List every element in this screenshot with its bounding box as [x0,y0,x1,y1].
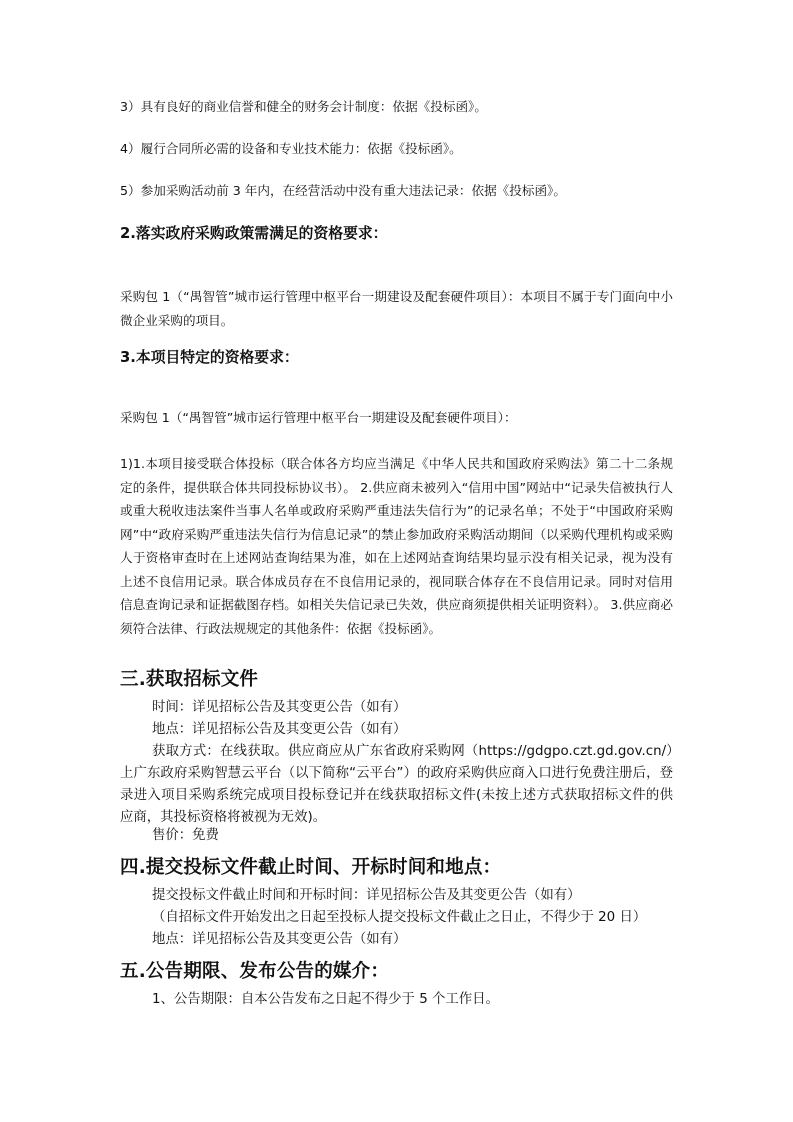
section4-heading: 四.提交投标文件截止时间、开标时间和地点： [120,857,502,878]
section3-place: 地点：详见招标公告及其变更公告（如有） [152,722,407,737]
section4-place: 地点：详见招标公告及其变更公告（如有） [152,932,407,947]
qualification-item-5: 5）参加采购活动前 3 年内，在经营活动中没有重大违法记录：依据《投标函》。 [120,183,566,198]
qualification-item-3: 3）具有良好的商业信誉和健全的财务会计制度：依据《投标函》。 [120,99,487,114]
specific-text: 1)1.本项目接受联合体投标（联合体各方均应当满足《中华人民共和国政府采购法》第二十二条规定的条件，提供联合体共同投标协议书）。 2.供应商未被列入“信用中国”网站中“记录失信被执行人或重大税收违法案件当事人名单或政府采购严重违法失信行为”的记录名单；不处于“中国政府采购网”中“政府采购严重违法失信行为信息记录”的禁止参加政府采购活动期间（以采购代理机构或采购人于资格审查时在上述网站查询结果为准，如在上述网站查询结果均显示没有相关记录，视为没有上述不良信用记录。联合体成员存在不良信用记录的，视同联合体存在不良信用记录。同时对信用信息查询记录和证据截图存档。如相关失信记录已失效，供应商须提供相关证明资料）。 3.供应商必须符合法律、行政法规规定的其他条件：依据《投标函》。 [120,456,673,636]
policy-text: 采购包 1（“禺智管”城市运行管理中枢平台一期建设及配套硬件项目）：本项目不属于专门面向中小微企业采购的项目。 [120,289,673,328]
section4-note: （自招标文件开始发出之日起至投标人提交投标文件截止之日止，不得少于 20 日） [152,910,647,925]
policy-heading: 2.落实政府采购政策需满足的资格要求： [120,225,388,242]
specific-heading: 3.本项目特定的资格要求： [120,349,299,366]
section3-time: 时间：详见招标公告及其变更公告（如有） [152,700,407,715]
section3-heading: 三.获取招标文件 [120,669,259,690]
section5-heading: 五.公告期限、发布公告的媒介： [120,961,390,982]
qualification-item-4: 4）履行合同所必需的设备和专业技术能力：依据《投标函》。 [120,141,462,156]
section3-method: 获取方式：在线获取。供应商应从广东省政府采购网（https://gdgpo.czt.gd.gov.cn/）上广东政府采购智慧云平台（以下简称“云平台”）的政府采购供应商入口进行免费注册后，登录进入项目采购系统完成项目投标登记并在线获取招标文件(未按上述方式获取招标文件的供应商，其投标资格将被视为无效)。 [120,744,673,825]
section5-item1: 1、公告期限：自本公告发布之日起不得少于 5 个工作日。 [152,992,499,1007]
specific-package: 采购包 1（“禺智管”城市运行管理中枢平台一期建设及配套硬件项目）： [120,410,517,425]
section3-price: 售价：免费 [152,828,219,843]
section4-deadline: 提交投标文件截止时间和开标时间：详见招标公告及其变更公告（如有） [152,888,581,903]
